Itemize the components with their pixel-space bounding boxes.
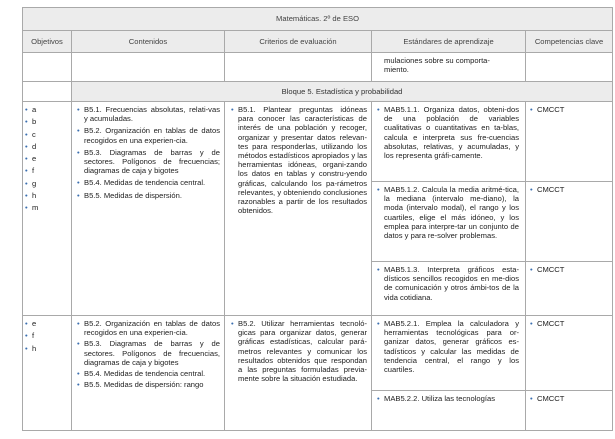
objetivo-item: • e — [23, 154, 71, 166]
contenido-item: • B5.5. Medidas de dispersión: rango — [75, 380, 220, 389]
competencia-text: • CMCCT — [528, 105, 609, 114]
competencia-text: • CMCCT — [528, 265, 609, 274]
competencia-cell — [526, 391, 613, 431]
objetivos-cell — [23, 102, 72, 316]
curriculum-table — [22, 7, 613, 431]
objetivo-item: • e — [23, 319, 71, 331]
bloque-title: Bloque 5. Estadística y probabilidad — [72, 82, 613, 102]
bloque-blank — [23, 82, 72, 102]
contenido-item: • B5.5. Medidas de dispersión. — [75, 191, 220, 200]
competencia-cell — [526, 316, 613, 391]
estandar-text: • MAB5.2.1. Emplea la calculadora y herramientas tecnológicas para or-ganizar datos, generar gráficos es-tadísticos y calcular las medidas de tendencia central, el rango y los cuartiles. — [375, 319, 519, 374]
objetivo-item: • m — [23, 203, 71, 215]
competencia-text: • CMCCT — [528, 394, 609, 403]
continuation-blank — [23, 53, 72, 82]
header-contenidos: Contenidos — [72, 31, 225, 53]
criterio-text: • B5.2. Utilizar herramientas tecnoló-gicas para organizar datos, generar gráficas estadísticas, calcular pará-metros relevantes y comunicar los resultados obtenidos que respondan a las preguntas formuladas previa-mente sobre la situación estudiada. — [229, 319, 367, 383]
objetivo-item: • h — [23, 344, 71, 356]
contenido-item: • B5.3. Diagramas de barras y de sectores. Polígonos de frecuencias, diagramas de caja y bigotes — [75, 339, 220, 367]
header-objetivos: Objetivos — [23, 31, 72, 53]
estandar-cell — [372, 182, 526, 262]
continuation-blank — [225, 53, 372, 82]
contenido-item: • B5.4. Medidas de tendencia central. — [75, 369, 220, 378]
estandar-text: • MAB5.1.1. Organiza datos, obteni-dos de una población de variables cualitativas o cuantitativas en ta-blas, calcula e interpreta sus fre-cuencias absolutas, relativas, y acumuladas, y los representa gráfi-camente. — [375, 105, 519, 160]
contenido-item: • B5.4. Medidas de tendencia central. — [75, 178, 220, 187]
competencia-text: • CMCCT — [528, 185, 609, 194]
objetivos-cell — [23, 316, 72, 431]
estandar-text: • MAB5.2.2. Utiliza las tecnologías — [375, 394, 519, 403]
table-title: Matemáticas. 2º de ESO — [23, 8, 613, 31]
contenido-item: • B5.3. Diagramas de barras y de sectores. Polígonos de frecuencias; diagramas de caja y bigotes — [75, 148, 220, 176]
estandar-cell — [372, 102, 526, 182]
objetivo-item: • f — [23, 331, 71, 343]
estandar-cell — [372, 391, 526, 431]
objetivo-item: • a — [23, 105, 71, 117]
criterio-cell — [225, 316, 372, 431]
competencia-cell — [526, 102, 613, 182]
contenido-item: • B5.2. Organización en tablas de datos recogidos en una experien-cia. — [75, 126, 220, 144]
header-competencias: Competencias clave — [526, 31, 613, 53]
objetivo-item: • d — [23, 142, 71, 154]
contenidos-cell — [72, 316, 225, 431]
objetivo-item: • c — [23, 130, 71, 142]
estandar-cell — [372, 316, 526, 391]
competencia-cell — [526, 182, 613, 262]
criterio-text: • B5.1. Plantear preguntas idóneas para conocer las características de interés de una población y recoger, organizar y presentar datos relevan-tes para responderlas, utilizando los métodos estadísticos apropiados y las herramientas idóneas, organi-zando los datos en tablas y constru-yendo gráficas, calculando los pa-rámetros relevantes, y obteniendo conclusiones razonables a partir de los resultados obtenidos. — [229, 105, 367, 215]
contenidos-cell — [72, 102, 225, 316]
objetivo-item: • b — [23, 117, 71, 129]
competencia-cell — [526, 262, 613, 316]
contenido-item: • B5.2. Organización en tablas de datos recogidos en una experien-cia. — [75, 319, 220, 337]
continuation-text: mulaciones sobre su comporta- miento. — [372, 53, 526, 82]
objetivo-item: • g — [23, 179, 71, 191]
continuation-blank — [72, 53, 225, 82]
criterio-cell — [225, 102, 372, 316]
estandar-text: • MAB5.1.2. Calcula la media aritmé-tica, la mediana (intervalo me-diano), la moda (intervalo modal), el rango y los cuartiles, elige el más idóneo, y los emplea para interpre-tar un conjunto de datos y para re-solver problemas. — [375, 185, 519, 240]
continuation-blank — [526, 53, 613, 82]
contenido-item: • B5.1. Frecuencias absolutas, relati-vas y acumuladas. — [75, 105, 220, 123]
header-estandares: Estándares de aprendizaje — [372, 31, 526, 53]
objetivo-item: • f — [23, 166, 71, 178]
objetivo-item: • h — [23, 191, 71, 203]
competencia-text: • CMCCT — [528, 319, 609, 328]
estandar-cell — [372, 262, 526, 316]
header-criterios: Criterios de evaluación — [225, 31, 372, 53]
estandar-text: • MAB5.1.3. Interpreta gráficos esta-dísticos sencillos recogidos en me-dios de comunicación y otros ámbi-tos de la vida cotidiana. — [375, 265, 519, 302]
